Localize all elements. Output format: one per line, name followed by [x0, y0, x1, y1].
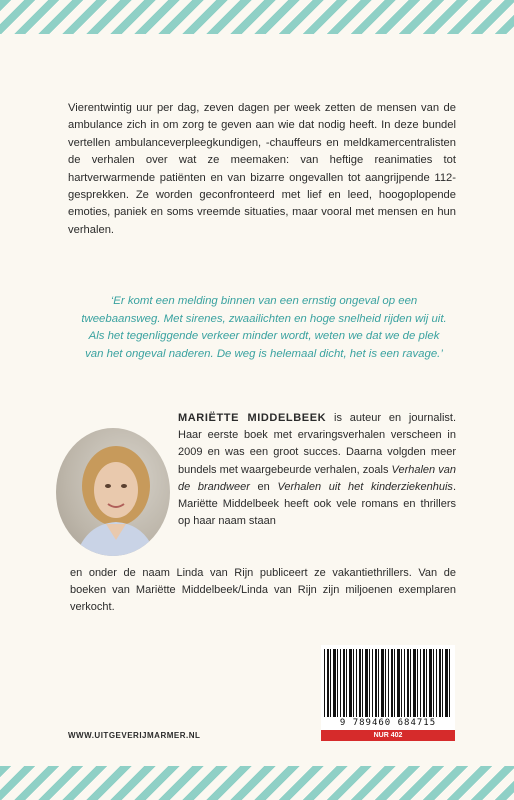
author-bio-text-3: . Mariëtte Middelbeek heeft ook vele romans en thrillers op haar naam staan [178, 480, 456, 528]
author-name: MARIËTTE MIDDELBEEK [178, 412, 327, 424]
book-title-1: Verhalen van de brandweer [178, 463, 456, 493]
author-bio-text-1: is auteur en journalist. Haar eerste boek met ervaringsverhalen verscheen in 2009 en was een groot succes. Daarna volgden meer bundels met waargebeurde verhalen, zoals [178, 412, 456, 476]
author-photo [56, 428, 170, 556]
isbn-number: 9 789460 684715 [339, 718, 437, 728]
nur-code: NUR 402 [321, 730, 455, 741]
barcode [321, 645, 455, 741]
publisher-website: WWW.UITGEVERIJMARMER.NL [68, 731, 201, 740]
author-bio [70, 410, 456, 614]
bottom-stripe-border [0, 766, 514, 800]
author-bio-tail: en onder de naam Linda van Rijn publiceert ze vakantiethrillers. Van de boeken van Mariëtte Middelbeek/Linda van Rijn zijn miljoenen exemplaren verkocht. [70, 567, 456, 614]
barcode-bars [324, 649, 452, 717]
excerpt-quote: ‘Er komt een melding binnen van een ernstig ongeval op een tweebaansweg. Met sirenes, zwaailichten en hoge snelheid rijden wij uit. Als het tegenliggende verkeer minder wordt, weten we dat we de plek van het ongeval naderen. De weg is helemaal dicht, het is een ravage.’ [81, 295, 447, 360]
top-stripe-border [0, 0, 514, 34]
back-cover-blurb: Vierentwintig uur per dag, zeven dagen per week zetten de mensen van de ambulance zich in om zorg te geven aan wie dat nodig heeft. In deze bundel vertellen ambulanceverpleegkundigen, -chauffeurs en meldkamercentralisten de verhalen over wat ze meemaken: van heftige reanimaties tot hartverwarmende patiënten en van bizarre ongevallen tot aangrijpende 112-gesprekken. Ze worden geconfronteerd met lief en leed, hoogoplopende emoties, paniek en soms vreemde situaties, maar vooral met mensen en hun verhalen. [68, 102, 456, 236]
author-bio-text-2: en [249, 480, 278, 493]
book-title-2: Verhalen uit het kinderziekenhuis [277, 480, 453, 493]
